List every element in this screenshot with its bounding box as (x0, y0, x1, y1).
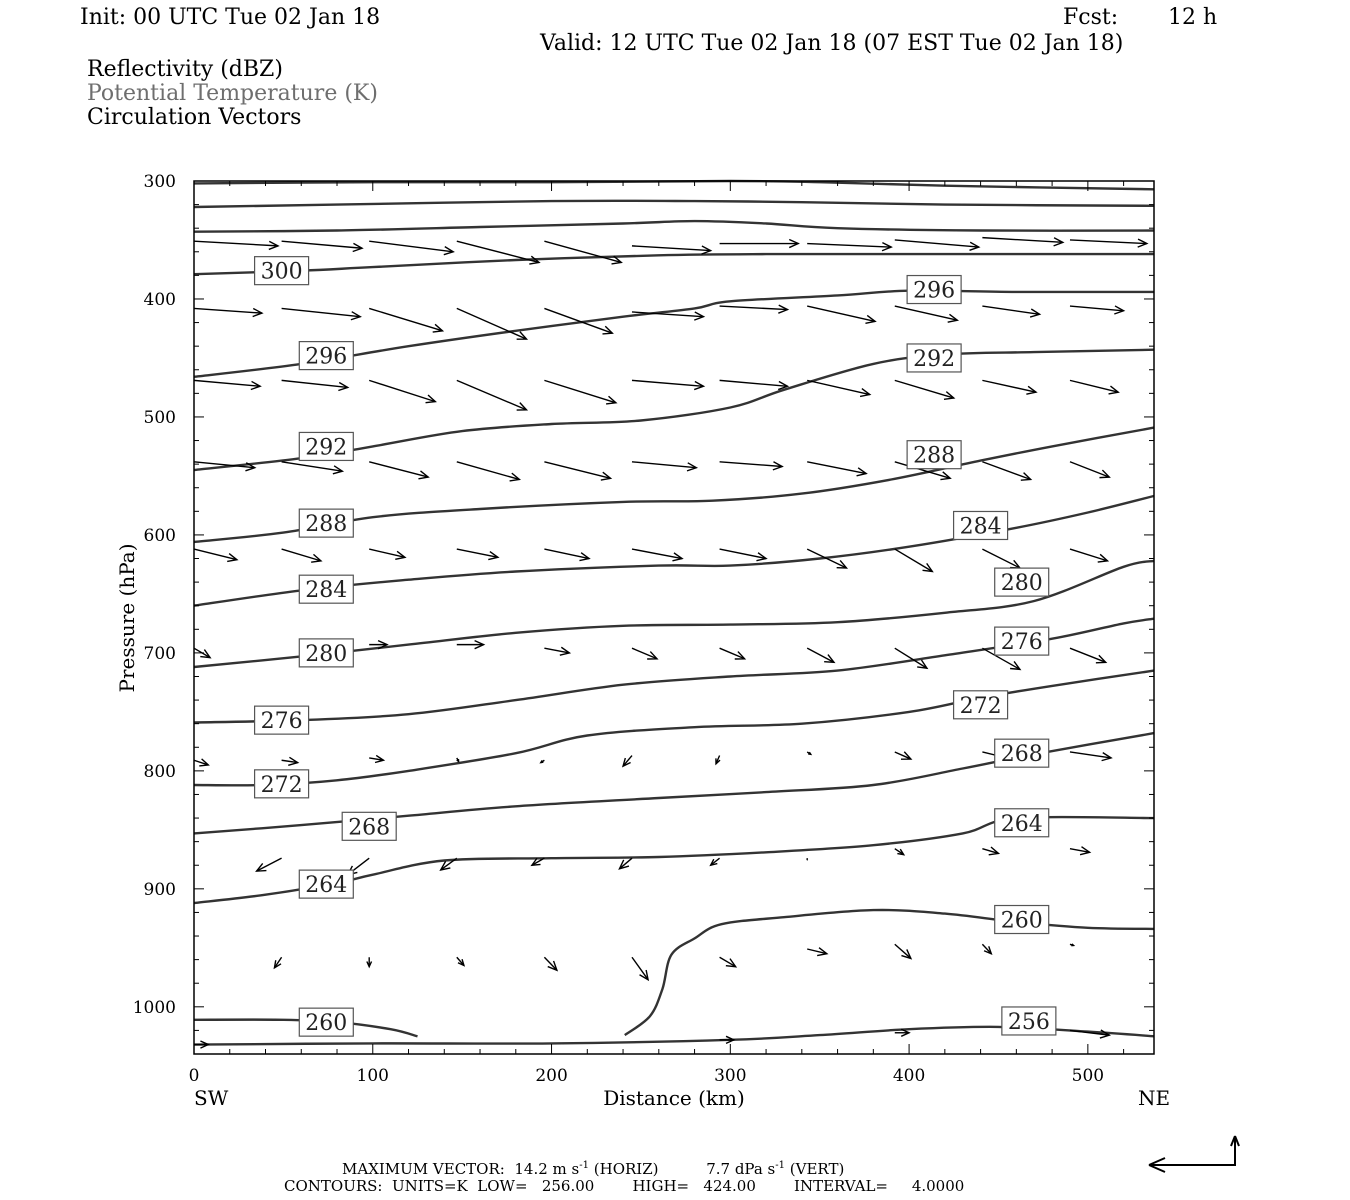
vector-arrow (807, 948, 827, 956)
contour-label (995, 568, 1049, 596)
vector-arrow (807, 858, 808, 859)
contour-label (255, 257, 309, 285)
contour-label-text: 300 (260, 259, 303, 285)
vector-arrow (1070, 648, 1106, 663)
horiz-exponent: -1 (579, 1160, 589, 1171)
vector-arrow (194, 380, 260, 389)
contour-label-text: 296 (913, 278, 956, 304)
x-right-end-label: NE (1138, 1086, 1171, 1110)
legend-vectors: Circulation Vectors (87, 105, 302, 130)
vector-arrow (982, 944, 991, 953)
horiz-tag: (HORIZ) (593, 1160, 659, 1178)
vector-arrow (632, 462, 696, 471)
x-tick-label: 500 (1071, 1066, 1105, 1086)
contour-label (1002, 1007, 1056, 1035)
contour-label (907, 441, 961, 469)
vector-arrow (807, 462, 866, 476)
contour-label (299, 509, 353, 537)
max-vector-line (342, 1158, 844, 1177)
contour-label (299, 639, 353, 667)
contour-label-text: 292 (305, 435, 348, 461)
x-tick-label: 400 (892, 1066, 926, 1086)
contours-info: CONTOURS: UNITS=K LOW= 256.00 HIGH= 424.00 INTERVAL= 4.0000 (284, 1177, 965, 1195)
contour-labels (255, 257, 1056, 1036)
vector-arrow (457, 380, 527, 410)
vector-arrow (282, 241, 362, 251)
vector-arrow (807, 380, 870, 396)
vector-arrow (632, 246, 711, 254)
y-tick-label: 900 (143, 879, 176, 900)
vector-arrow (895, 849, 904, 855)
vector-arrow (282, 462, 343, 474)
contour-label (299, 575, 353, 603)
vector-arrow (982, 462, 1030, 480)
vector-arrow (257, 858, 282, 871)
contour-label (954, 511, 1008, 539)
contour-label-text: 260 (1000, 908, 1043, 934)
vector-arrow (282, 549, 321, 562)
contour-label (299, 342, 353, 370)
contour-label-text: 264 (1000, 811, 1043, 837)
contour-label-text: 280 (1000, 571, 1043, 597)
isentrope-312 (194, 181, 1154, 189)
vector-arrow (544, 549, 589, 561)
isentrope-300 (194, 254, 1154, 274)
vector-arrow (1070, 847, 1090, 855)
horiz-value: 14.2 m s (514, 1160, 580, 1178)
x-left-end-label: SW (194, 1086, 229, 1110)
vector-arrow (1070, 380, 1118, 394)
vector-arrow (982, 238, 1062, 246)
vector-arrow (282, 380, 348, 390)
isentrope-260 (625, 910, 1154, 1035)
contour-label-text: 276 (1000, 630, 1043, 656)
contour-label (995, 739, 1049, 767)
vector-arrow (982, 306, 1039, 317)
vector-arrow (1070, 306, 1124, 314)
vector-arrow (194, 549, 237, 561)
x-tick-label: 100 (356, 1066, 389, 1086)
contour-label-text: 260 (305, 1011, 348, 1037)
contour-label-text: 284 (959, 514, 1002, 540)
vector-arrow (369, 380, 435, 402)
vector-arrow (1070, 239, 1147, 247)
isentrope-304 (194, 221, 1154, 232)
vector-arrow (457, 957, 464, 965)
contour-label-text: 268 (1000, 742, 1043, 768)
y-tick-label: 1000 (132, 997, 176, 1018)
contour-label (954, 691, 1008, 719)
vector-arrow (632, 380, 704, 389)
forecast-label: Fcst: (1063, 5, 1119, 30)
vector-arrow (282, 757, 298, 765)
isentrope-272 (194, 671, 1154, 786)
contour-label-text: 256 (1007, 1009, 1050, 1035)
legend-theta: Potential Temperature (K) (87, 81, 378, 106)
vector-arrow (720, 380, 788, 389)
vector-arrow (895, 944, 911, 958)
vector-arrow (895, 306, 958, 322)
contour-label (995, 906, 1049, 934)
vector-arrow (632, 549, 682, 561)
y-tick-label: 300 (143, 172, 176, 192)
contour-label-text: 280 (305, 641, 348, 667)
vector-arrow (632, 312, 704, 320)
contour-label (255, 770, 309, 798)
contour-label-text: 288 (305, 512, 348, 538)
vert-tag: (VERT) (789, 1160, 845, 1178)
vector-arrow (720, 1036, 734, 1043)
vector-arrow (282, 308, 361, 319)
vector-arrow (369, 755, 383, 762)
vector-arrow (274, 957, 281, 968)
init-time: Init: 00 UTC Tue 02 Jan 18 (80, 5, 381, 30)
vector-arrow (716, 756, 720, 764)
vector-arrow (457, 549, 498, 559)
vector-arrow (541, 760, 545, 762)
vert-exponent: -1 (775, 1160, 786, 1171)
vector-arrow (982, 847, 998, 855)
vector-arrow (720, 305, 788, 313)
contour-label (255, 706, 309, 734)
vector-arrow (544, 241, 621, 264)
contour-label-text: 296 (305, 344, 348, 370)
vector-arrow (807, 306, 875, 323)
contour-label-text: 264 (305, 873, 348, 899)
vector-arrow (369, 549, 405, 559)
vector-arrow (544, 380, 616, 404)
reference-vector-icon (1149, 1136, 1239, 1172)
vector-arrow (1070, 752, 1111, 761)
vector-arrow (1070, 549, 1108, 562)
contour-label-text: 268 (348, 815, 391, 841)
vector-arrow (807, 752, 811, 754)
x-tick-label: 300 (714, 1066, 747, 1086)
isentrope-308 (194, 201, 1154, 207)
y-tick-label: 800 (143, 761, 176, 782)
contour-label (299, 432, 353, 460)
contour-label (299, 1008, 353, 1036)
vector-arrow (982, 380, 1036, 394)
vector-arrow (194, 759, 208, 766)
contour-label (907, 276, 961, 304)
vector-arrow (895, 380, 954, 399)
vert-value: 7.7 dPa s (706, 1160, 776, 1178)
contour-label-text: 272 (260, 772, 303, 798)
contour-label-text: 288 (913, 443, 956, 469)
vector-arrow (632, 648, 657, 659)
contour-label (995, 809, 1049, 837)
x-tick-label: 0 (188, 1066, 200, 1086)
contour-label (342, 812, 396, 840)
vector-arrow (369, 308, 442, 332)
x-tick-label: 200 (535, 1066, 568, 1086)
vector-arrow (367, 957, 372, 966)
vector-arrow (720, 462, 783, 470)
y-tick-label: 500 (143, 407, 176, 428)
vector-arrow (1070, 944, 1074, 946)
axis-tick-labels (133, 172, 1104, 1086)
y-tick-label: 600 (143, 525, 176, 546)
vector-arrow (720, 239, 799, 247)
vector-arrow (895, 752, 911, 759)
y-axis-label: Pressure (hPa) (115, 543, 139, 693)
vector-arrow (807, 648, 834, 662)
contour-label (995, 627, 1049, 655)
contour-label-text: 292 (913, 346, 956, 372)
contour-label-text: 284 (305, 578, 348, 604)
y-tick-label: 700 (143, 643, 176, 664)
vector-arrow (619, 858, 632, 869)
forecast-hour: 12 h (1168, 5, 1218, 30)
vector-arrow (895, 240, 979, 250)
vector-arrow (457, 758, 459, 762)
contour-label-text: 272 (959, 693, 1002, 719)
vector-arrow (194, 308, 262, 316)
vector-arrow (720, 648, 745, 659)
vector-arrow (711, 858, 720, 865)
vector-arrow (720, 957, 736, 966)
vector-arrow (632, 957, 648, 979)
max-vector-label: MAXIMUM VECTOR: (342, 1160, 505, 1178)
vector-arrow (194, 1041, 208, 1048)
contour-label-text: 276 (260, 709, 303, 735)
y-tick-label: 400 (143, 289, 176, 310)
vector-arrow (720, 549, 766, 561)
vector-arrow (895, 549, 933, 571)
vector-arrow (457, 462, 520, 481)
vector-arrow (194, 241, 278, 249)
vector-arrow (457, 641, 484, 649)
contour-label (907, 344, 961, 372)
vector-arrow (1070, 462, 1109, 478)
valid-time: Valid: 12 UTC Tue 02 Jan 18 (07 EST Tue 02 Jan 18) (540, 31, 1124, 56)
x-axis-label: Distance (km) (603, 1086, 745, 1110)
vector-arrow (623, 756, 632, 767)
vector-arrow (544, 647, 569, 655)
legend-reflectivity: Reflectivity (dBZ) (87, 57, 283, 82)
vector-arrow (369, 241, 453, 255)
vector-arrow (807, 243, 891, 251)
vector-arrow (369, 462, 428, 479)
vector-arrow (982, 549, 1020, 568)
contour-label (299, 870, 353, 898)
vector-arrow (544, 957, 557, 970)
vector-arrow (544, 308, 612, 333)
vector-arrow (544, 462, 610, 480)
